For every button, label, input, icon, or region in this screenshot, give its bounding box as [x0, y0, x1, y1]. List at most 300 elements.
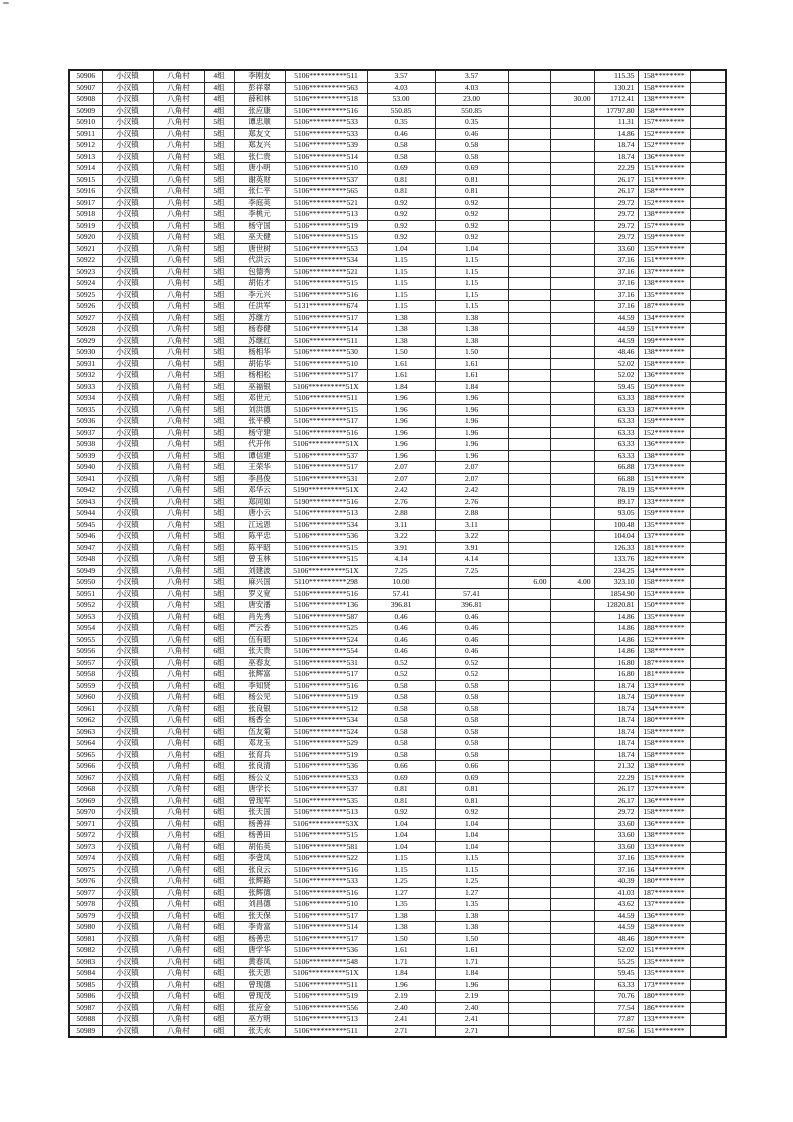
blank-cell: [690, 255, 726, 267]
record-id-cell: 50967: [69, 772, 102, 784]
phone-cell: 188********: [638, 393, 690, 405]
town-cell: 小汉镇: [102, 945, 153, 957]
phone-cell: 158********: [638, 738, 690, 750]
amount-cell: 78.19: [594, 485, 638, 497]
name-cell: 唐学华: [234, 945, 285, 957]
record-id-cell: 50963: [69, 726, 102, 738]
id-number-cell: 5106**********521: [285, 197, 367, 209]
record-id-cell: 50988: [69, 1014, 102, 1026]
village-cell: 八角村: [153, 220, 204, 232]
amount-cell: 29.72: [594, 232, 638, 244]
blank-cell: [690, 197, 726, 209]
record-id-cell: 50980: [69, 922, 102, 934]
col-9-cell: [508, 508, 550, 520]
blank-cell: [690, 588, 726, 600]
col-9-cell: [508, 738, 550, 750]
town-cell: 小汉镇: [102, 542, 153, 554]
blank-cell: [690, 795, 726, 807]
table-row: [69, 312, 726, 324]
group-cell: 6组: [204, 715, 234, 727]
id-number-cell: 5106**********534: [285, 519, 367, 531]
area-2-cell: 1.50: [435, 933, 508, 945]
name-cell: 张良银: [234, 703, 285, 715]
id-number-cell: 5106**********516: [285, 680, 367, 692]
amount-cell: 21.32: [594, 761, 638, 773]
village-cell: 八角村: [153, 749, 204, 761]
town-cell: 小汉镇: [102, 853, 153, 865]
record-id-cell: 50923: [69, 266, 102, 278]
amount-cell: 44.59: [594, 910, 638, 922]
phone-cell: 151********: [638, 324, 690, 336]
table-row: [69, 669, 726, 681]
town-cell: 小汉镇: [102, 186, 153, 198]
record-id-cell: 50968: [69, 784, 102, 796]
col-10-cell: [550, 174, 594, 186]
phone-cell: 180********: [638, 991, 690, 1003]
table-row: [69, 623, 726, 635]
phone-cell: 135********: [638, 611, 690, 623]
name-cell: 张辉路: [234, 876, 285, 888]
record-id-cell: 50936: [69, 416, 102, 428]
village-cell: 八角村: [153, 807, 204, 819]
name-cell: 张天国: [234, 807, 285, 819]
amount-cell: 40.39: [594, 876, 638, 888]
record-id-cell: 50918: [69, 209, 102, 221]
table-row: [69, 692, 726, 704]
area-2-cell: 2.71: [435, 1025, 508, 1037]
village-cell: 八角村: [153, 933, 204, 945]
col-10-cell: [550, 220, 594, 232]
group-cell: 5组: [204, 209, 234, 221]
name-cell: 伍友菊: [234, 726, 285, 738]
name-cell: 张仁平: [234, 186, 285, 198]
area-2-cell: 0.69: [435, 163, 508, 175]
amount-cell: 37.16: [594, 864, 638, 876]
area-2-cell: 2.41: [435, 1014, 508, 1026]
col-9-cell: [508, 347, 550, 359]
table-row: [69, 301, 726, 313]
col-10-cell: [550, 439, 594, 451]
name-cell: 唐小明: [234, 163, 285, 175]
col-10-cell: [550, 450, 594, 462]
id-number-cell: 5106**********510: [285, 358, 367, 370]
record-id-cell: 50928: [69, 324, 102, 336]
col-9-cell: [508, 784, 550, 796]
phone-cell: 133********: [638, 496, 690, 508]
name-cell: 李桃元: [234, 209, 285, 221]
village-cell: 八角村: [153, 531, 204, 543]
record-id-cell: 50956: [69, 646, 102, 658]
amount-cell: 63.33: [594, 416, 638, 428]
phone-cell: 134********: [638, 565, 690, 577]
amount-cell: 115.35: [594, 70, 638, 82]
blank-cell: [690, 151, 726, 163]
amount-cell: 37.16: [594, 301, 638, 313]
group-cell: 6组: [204, 646, 234, 658]
area-1-cell: 1.04: [367, 841, 435, 853]
group-cell: 5组: [204, 508, 234, 520]
area-2-cell: 2.42: [435, 485, 508, 497]
amount-cell: 126.33: [594, 542, 638, 554]
area-2-cell: 0.46: [435, 611, 508, 623]
group-cell: 6组: [204, 749, 234, 761]
table-row: [69, 818, 726, 830]
table-row: [69, 335, 726, 347]
village-cell: 八角村: [153, 117, 204, 129]
area-2-cell: 7.25: [435, 565, 508, 577]
col-10-cell: [550, 565, 594, 577]
col-9-cell: [508, 818, 550, 830]
col-10-cell: [550, 726, 594, 738]
area-1-cell: 0.81: [367, 795, 435, 807]
town-cell: 小汉镇: [102, 197, 153, 209]
table-row: [69, 496, 726, 508]
amount-cell: 18.74: [594, 140, 638, 152]
village-cell: 八角村: [153, 956, 204, 968]
phone-cell: 158********: [638, 726, 690, 738]
phone-cell: 133********: [638, 680, 690, 692]
area-2-cell: 0.52: [435, 657, 508, 669]
village-cell: 八角村: [153, 462, 204, 474]
town-cell: 小汉镇: [102, 588, 153, 600]
blank-cell: [690, 496, 726, 508]
phone-cell: 158********: [638, 749, 690, 761]
name-cell: 张天贵: [234, 646, 285, 658]
blank-cell: [690, 600, 726, 612]
name-cell: 杨善祥: [234, 818, 285, 830]
amount-cell: 18.74: [594, 749, 638, 761]
area-1-cell: 1.96: [367, 416, 435, 428]
area-1-cell: 1.04: [367, 818, 435, 830]
blank-cell: [690, 416, 726, 428]
col-10-cell: [550, 151, 594, 163]
col-10-cell: [550, 301, 594, 313]
table-row: [69, 646, 726, 658]
name-cell: 杨守国: [234, 220, 285, 232]
record-id-cell: 50940: [69, 462, 102, 474]
area-1-cell: 0.52: [367, 657, 435, 669]
col-10-cell: [550, 462, 594, 474]
town-cell: 小汉镇: [102, 554, 153, 566]
village-cell: 八角村: [153, 588, 204, 600]
name-cell: 曾现军: [234, 795, 285, 807]
area-2-cell: 1.96: [435, 416, 508, 428]
area-1-cell: 53.00: [367, 94, 435, 106]
group-cell: 6组: [204, 853, 234, 865]
village-cell: 八角村: [153, 82, 204, 94]
village-cell: 八角村: [153, 485, 204, 497]
record-id-cell: 50966: [69, 761, 102, 773]
village-cell: 八角村: [153, 922, 204, 934]
group-cell: 5组: [204, 519, 234, 531]
record-id-cell: 50927: [69, 312, 102, 324]
phone-cell: 151********: [638, 255, 690, 267]
group-cell: 5组: [204, 335, 234, 347]
area-2-cell: 0.46: [435, 646, 508, 658]
area-2-cell: 2.19: [435, 991, 508, 1003]
record-id-cell: 50916: [69, 186, 102, 198]
table-row: [69, 715, 726, 727]
id-number-cell: 5106**********513: [285, 209, 367, 221]
name-cell: 郑友文: [234, 128, 285, 140]
area-2-cell: 0.58: [435, 726, 508, 738]
table-row: [69, 910, 726, 922]
group-cell: 6组: [204, 784, 234, 796]
area-2-cell: 0.46: [435, 634, 508, 646]
town-cell: 小汉镇: [102, 381, 153, 393]
id-number-cell: 5106**********524: [285, 726, 367, 738]
group-cell: 5组: [204, 600, 234, 612]
table-row: [69, 979, 726, 991]
area-2-cell: 550.85: [435, 105, 508, 117]
blank-cell: [690, 358, 726, 370]
area-2-cell: 1.38: [435, 922, 508, 934]
group-cell: 5组: [204, 473, 234, 485]
col-10-cell: [550, 715, 594, 727]
table-row: [69, 703, 726, 715]
town-cell: 小汉镇: [102, 738, 153, 750]
id-number-cell: 5106**********515: [285, 830, 367, 842]
amount-cell: 29.72: [594, 220, 638, 232]
record-id-cell: 50941: [69, 473, 102, 485]
village-cell: 八角村: [153, 105, 204, 117]
area-1-cell: 0.46: [367, 611, 435, 623]
amount-cell: 52.02: [594, 370, 638, 382]
record-id-cell: 50975: [69, 864, 102, 876]
amount-cell: 29.72: [594, 197, 638, 209]
blank-cell: [690, 611, 726, 623]
blank-cell: [690, 140, 726, 152]
col-9-cell: [508, 381, 550, 393]
village-cell: 八角村: [153, 335, 204, 347]
name-cell: 包德秀: [234, 266, 285, 278]
record-id-cell: 50986: [69, 991, 102, 1003]
name-cell: 唐小云: [234, 508, 285, 520]
col-9-cell: [508, 991, 550, 1003]
area-1-cell: 1.50: [367, 347, 435, 359]
record-id-cell: 50945: [69, 519, 102, 531]
blank-cell: [690, 749, 726, 761]
table-row: [69, 1014, 726, 1026]
town-cell: 小汉镇: [102, 807, 153, 819]
col-10-cell: [550, 853, 594, 865]
area-1-cell: 3.11: [367, 519, 435, 531]
town-cell: 小汉镇: [102, 393, 153, 405]
phone-cell: 158********: [638, 922, 690, 934]
area-1-cell: 0.69: [367, 772, 435, 784]
town-cell: 小汉镇: [102, 830, 153, 842]
amount-cell: 14.86: [594, 128, 638, 140]
group-cell: 5组: [204, 266, 234, 278]
town-cell: 小汉镇: [102, 255, 153, 267]
phone-cell: 158********: [638, 577, 690, 589]
col-10-cell: [550, 910, 594, 922]
col-9-cell: [508, 427, 550, 439]
amount-cell: 41.03: [594, 887, 638, 899]
name-cell: 罗义宽: [234, 588, 285, 600]
id-number-cell: 5106**********565: [285, 186, 367, 198]
town-cell: 小汉镇: [102, 312, 153, 324]
amount-cell: 133.76: [594, 554, 638, 566]
amount-cell: 33.60: [594, 841, 638, 853]
table-row: [69, 761, 726, 773]
record-id-cell: 50950: [69, 577, 102, 589]
area-2-cell: 1.96: [435, 427, 508, 439]
col-9-cell: [508, 140, 550, 152]
blank-cell: [690, 830, 726, 842]
id-number-cell: 5106**********516: [285, 427, 367, 439]
name-cell: 杨守建: [234, 427, 285, 439]
group-cell: 4组: [204, 94, 234, 106]
record-id-cell: 50958: [69, 669, 102, 681]
id-number-cell: 5106**********513: [285, 807, 367, 819]
town-cell: 小汉镇: [102, 243, 153, 255]
amount-cell: 52.02: [594, 358, 638, 370]
id-number-cell: 5106**********515: [285, 554, 367, 566]
group-cell: 5组: [204, 255, 234, 267]
table-row: [69, 784, 726, 796]
record-id-cell: 50952: [69, 600, 102, 612]
phone-cell: 152********: [638, 634, 690, 646]
amount-cell: 52.02: [594, 945, 638, 957]
phone-cell: 180********: [638, 715, 690, 727]
col-9-cell: [508, 393, 550, 405]
record-id-cell: 50907: [69, 82, 102, 94]
id-number-cell: 5106**********553: [285, 243, 367, 255]
col-9-cell: [508, 105, 550, 117]
group-cell: 5组: [204, 531, 234, 543]
col-9-cell: [508, 531, 550, 543]
amount-cell: 104.04: [594, 531, 638, 543]
col-9-cell: [508, 197, 550, 209]
name-cell: 张辉富: [234, 669, 285, 681]
group-cell: 6组: [204, 841, 234, 853]
town-cell: 小汉镇: [102, 1002, 153, 1014]
blank-cell: [690, 945, 726, 957]
id-number-cell: 5106**********516: [285, 864, 367, 876]
blank-cell: [690, 450, 726, 462]
phone-cell: 133********: [638, 1014, 690, 1026]
town-cell: 小汉镇: [102, 899, 153, 911]
area-2-cell: 1.04: [435, 243, 508, 255]
amount-cell: 66.88: [594, 473, 638, 485]
area-1-cell: 3.57: [367, 70, 435, 82]
phone-cell: 157********: [638, 117, 690, 129]
area-1-cell: 1.96: [367, 393, 435, 405]
phone-cell: 136********: [638, 910, 690, 922]
col-10-cell: [550, 1014, 594, 1026]
town-cell: 小汉镇: [102, 772, 153, 784]
group-cell: 6组: [204, 692, 234, 704]
name-cell: 李壹凤: [234, 853, 285, 865]
area-2-cell: [435, 577, 508, 589]
name-cell: 李庭英: [234, 197, 285, 209]
table-row: [69, 922, 726, 934]
area-1-cell: 4.03: [367, 82, 435, 94]
area-2-cell: 0.58: [435, 692, 508, 704]
area-1-cell: 0.46: [367, 646, 435, 658]
name-cell: 肖先秀: [234, 611, 285, 623]
group-cell: 6组: [204, 726, 234, 738]
col-9-cell: [508, 841, 550, 853]
name-cell: 张天保: [234, 910, 285, 922]
col-10-cell: [550, 657, 594, 669]
id-number-cell: 5106**********529: [285, 738, 367, 750]
group-cell: 6组: [204, 830, 234, 842]
group-cell: 6组: [204, 876, 234, 888]
blank-cell: [690, 565, 726, 577]
blank-cell: [690, 531, 726, 543]
name-cell: 胡佑华: [234, 358, 285, 370]
id-number-cell: 5106**********517: [285, 416, 367, 428]
col-10-cell: [550, 887, 594, 899]
amount-cell: 93.05: [594, 508, 638, 520]
name-cell: 陈平忠: [234, 531, 285, 543]
table-row: [69, 1002, 726, 1014]
record-id-cell: 50954: [69, 623, 102, 635]
id-number-cell: 5106**********511: [285, 335, 367, 347]
group-cell: 5组: [204, 151, 234, 163]
blank-cell: [690, 232, 726, 244]
town-cell: 小汉镇: [102, 968, 153, 980]
name-cell: 唐世树: [234, 243, 285, 255]
amount-cell: 323.10: [594, 577, 638, 589]
blank-cell: [690, 1002, 726, 1014]
area-2-cell: 1.50: [435, 347, 508, 359]
area-1-cell: 1.71: [367, 956, 435, 968]
group-cell: 5组: [204, 220, 234, 232]
col-10-cell: [550, 324, 594, 336]
col-10-cell: [550, 1002, 594, 1014]
area-1-cell: 1.96: [367, 979, 435, 991]
name-cell: 伍有昭: [234, 634, 285, 646]
record-id-cell: 50982: [69, 945, 102, 957]
area-1-cell: 3.22: [367, 531, 435, 543]
village-cell: 八角村: [153, 151, 204, 163]
table-row: [69, 588, 726, 600]
name-cell: 苏继方: [234, 312, 285, 324]
table-row: [69, 82, 726, 94]
village-cell: 八角村: [153, 301, 204, 313]
town-cell: 小汉镇: [102, 680, 153, 692]
town-cell: 小汉镇: [102, 508, 153, 520]
area-1-cell: 1.15: [367, 864, 435, 876]
record-id-cell: 50979: [69, 910, 102, 922]
area-1-cell: 2.88: [367, 508, 435, 520]
group-cell: 6组: [204, 669, 234, 681]
record-id-cell: 50946: [69, 531, 102, 543]
table-row: [69, 289, 726, 301]
blank-cell: [690, 841, 726, 853]
village-cell: 八角村: [153, 163, 204, 175]
town-cell: 小汉镇: [102, 531, 153, 543]
col-9-cell: [508, 496, 550, 508]
area-2-cell: 1.61: [435, 358, 508, 370]
village-cell: 八角村: [153, 278, 204, 290]
blank-cell: [690, 646, 726, 658]
col-10-cell: [550, 209, 594, 221]
id-number-cell: 5106**********517: [285, 910, 367, 922]
id-number-cell: 5106**********522: [285, 853, 367, 865]
col-10-cell: [550, 1025, 594, 1037]
town-cell: 小汉镇: [102, 105, 153, 117]
amount-cell: 37.16: [594, 266, 638, 278]
col-10-cell: [550, 289, 594, 301]
col-9-cell: [508, 830, 550, 842]
col-10-cell: [550, 876, 594, 888]
phone-cell: 135********: [638, 968, 690, 980]
phone-cell: 134********: [638, 864, 690, 876]
